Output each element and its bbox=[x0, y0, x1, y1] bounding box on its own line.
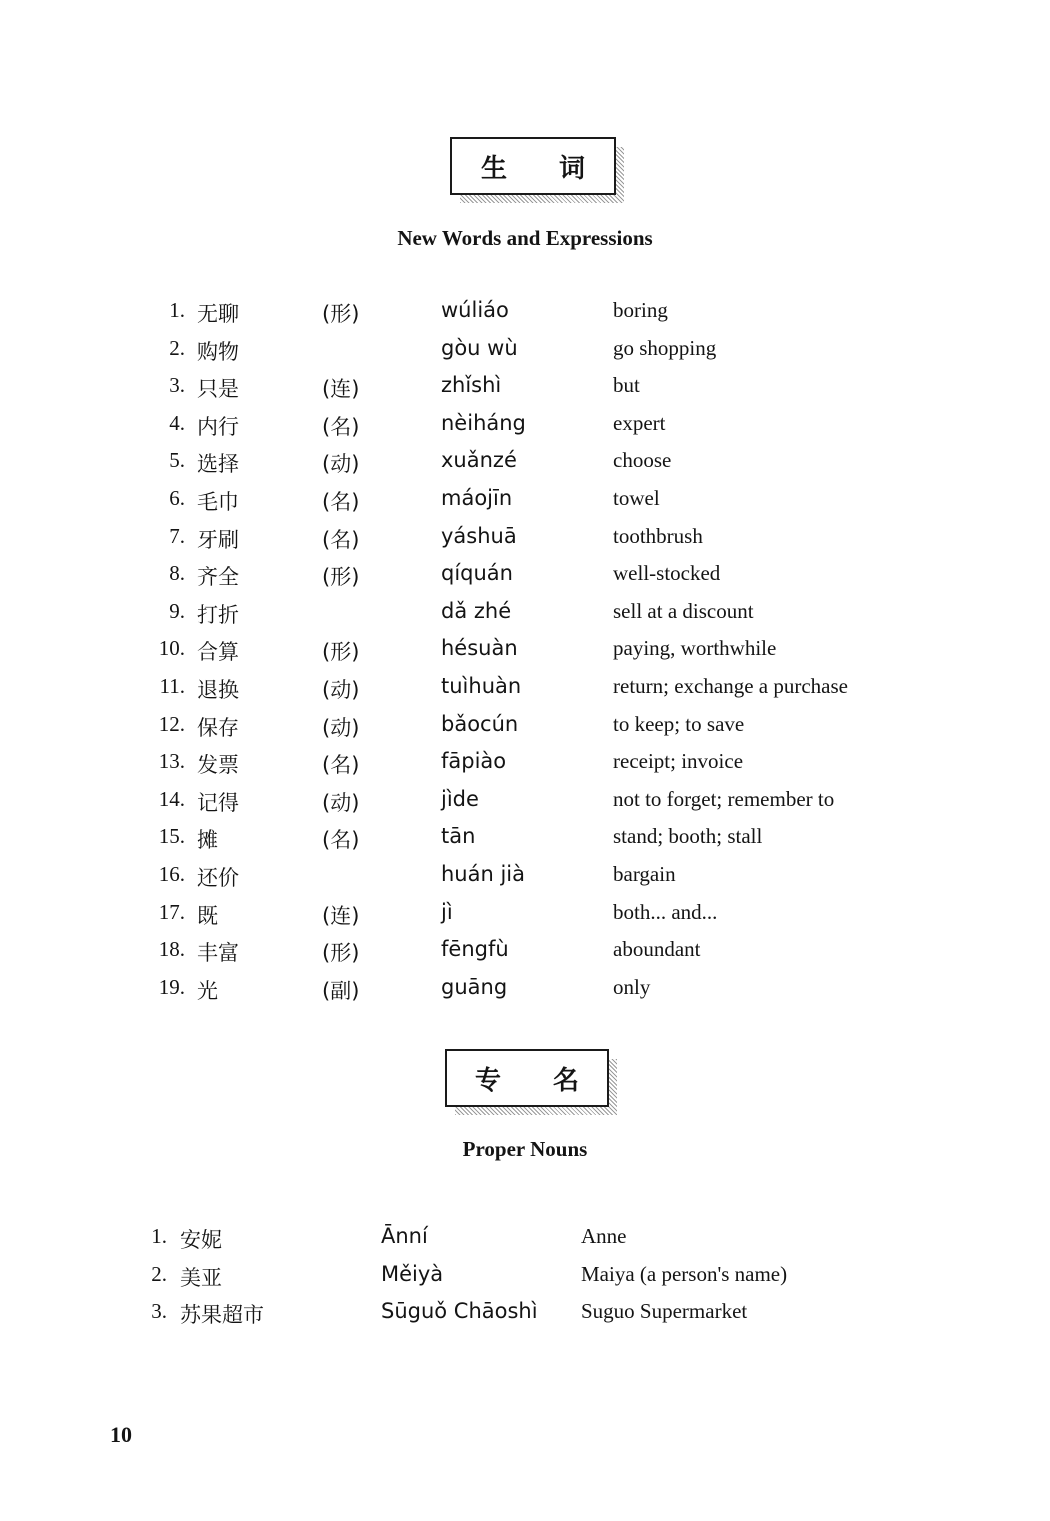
vocab-number: 6. bbox=[169, 486, 185, 510]
vocab-heading: New Words and Expressions bbox=[397, 226, 653, 250]
vocab-number: 18. bbox=[158, 937, 185, 962]
proper-row bbox=[0, 1299, 1050, 1333]
vocab-english: towel bbox=[613, 486, 660, 510]
proper-english: Maiya (a person's name) bbox=[581, 1261, 788, 1286]
vocab-english: stand; booth; stall bbox=[613, 824, 763, 849]
vocab-pinyin: tuìhuàn bbox=[441, 674, 522, 698]
vocab-hanzi: 购物 bbox=[197, 339, 239, 364]
vocab-number: 12. bbox=[158, 711, 185, 736]
proper-english: Suguo Supermarket bbox=[581, 1299, 748, 1323]
vocab-english: not to forget; remember to bbox=[613, 786, 835, 811]
vocab-title-char-1: 生 bbox=[480, 153, 507, 184]
vocab-number: 9. bbox=[169, 598, 185, 623]
proper-heading: Proper Nouns bbox=[462, 1137, 588, 1161]
proper-hanzi: 安妮 bbox=[180, 1228, 222, 1252]
vocab-number: 10. bbox=[158, 636, 185, 661]
vocab-english: toothbrush bbox=[613, 523, 703, 548]
vocab-english: bargain bbox=[613, 862, 676, 886]
vocab-number: 11. bbox=[159, 674, 185, 698]
vocab-hanzi: 还价 bbox=[197, 866, 239, 890]
vocab-row bbox=[0, 975, 1050, 1009]
vocab-english: paying, worthwhile bbox=[613, 636, 777, 661]
proper-hanzi: 苏果超市 bbox=[180, 1303, 264, 1327]
vocab-number: 13. bbox=[158, 749, 185, 774]
vocab-part-of-speech: (形) bbox=[322, 565, 360, 590]
vocab-english: but bbox=[613, 373, 640, 398]
vocab-hanzi: 内行 bbox=[197, 414, 239, 439]
vocab-hanzi: 齐全 bbox=[197, 565, 239, 590]
proper-title-box bbox=[445, 1049, 609, 1107]
vocab-row bbox=[0, 448, 1050, 482]
vocab-row bbox=[0, 411, 1050, 445]
vocab-hanzi: 只是 bbox=[197, 377, 239, 402]
vocab-title-box bbox=[450, 137, 616, 195]
vocab-part-of-speech: (动) bbox=[322, 715, 360, 740]
page-number: 10 bbox=[110, 1422, 132, 1447]
vocab-row bbox=[0, 862, 1050, 896]
vocab-number: 8. bbox=[169, 561, 185, 586]
vocab-part-of-speech: (连) bbox=[322, 903, 360, 928]
vocab-part-of-speech: (动) bbox=[322, 452, 360, 477]
vocab-part-of-speech: (连) bbox=[322, 377, 360, 402]
vocab-pinyin: bǎocún bbox=[441, 711, 519, 736]
vocab-hanzi: 既 bbox=[197, 903, 218, 928]
vocab-row bbox=[0, 636, 1050, 670]
proper-number: 1. bbox=[151, 1224, 167, 1248]
vocab-row bbox=[0, 524, 1050, 558]
vocab-part-of-speech: (形) bbox=[322, 302, 360, 326]
vocab-row bbox=[0, 599, 1050, 633]
vocab-english: return; exchange a purchase bbox=[613, 674, 848, 698]
vocab-row bbox=[0, 900, 1050, 934]
vocab-number: 5. bbox=[169, 448, 185, 473]
vocab-part-of-speech: (形) bbox=[322, 640, 360, 665]
proper-row bbox=[0, 1224, 1050, 1258]
proper-row bbox=[0, 1262, 1050, 1296]
vocab-english: only bbox=[613, 974, 651, 999]
vocab-part-of-speech: (名) bbox=[322, 527, 360, 552]
proper-pinyin: Sūguǒ Chāoshì bbox=[381, 1299, 538, 1323]
vocab-english: go shopping bbox=[613, 335, 717, 360]
vocab-row bbox=[0, 336, 1050, 370]
vocab-number: 4. bbox=[169, 410, 185, 435]
vocab-hanzi: 发票 bbox=[197, 753, 239, 778]
vocab-english: receipt; invoice bbox=[613, 749, 744, 774]
vocab-part-of-speech: (动) bbox=[322, 790, 360, 815]
proper-english: Anne bbox=[581, 1224, 627, 1248]
vocab-pinyin: zhǐshì bbox=[441, 373, 502, 398]
vocab-pinyin: tān bbox=[441, 824, 476, 849]
vocab-number: 14. bbox=[158, 786, 185, 811]
proper-number: 3. bbox=[151, 1299, 167, 1323]
vocab-hanzi: 光 bbox=[197, 978, 218, 1003]
vocab-english: well-stocked bbox=[613, 561, 721, 586]
vocab-pinyin: hésuàn bbox=[441, 636, 518, 661]
vocab-pinyin: xuǎnzé bbox=[441, 448, 517, 473]
vocab-row bbox=[0, 749, 1050, 783]
vocab-number: 2. bbox=[169, 335, 185, 360]
vocab-english: sell at a discount bbox=[613, 598, 754, 623]
vocab-hanzi: 毛巾 bbox=[197, 490, 239, 514]
proper-title-char-2: 名 bbox=[553, 1065, 580, 1096]
vocab-part-of-speech: (形) bbox=[322, 941, 360, 966]
vocab-hanzi: 选择 bbox=[197, 452, 239, 477]
vocab-row bbox=[0, 824, 1050, 858]
vocab-number: 15. bbox=[158, 824, 185, 849]
proper-pinyin: Měiyà bbox=[381, 1261, 444, 1286]
vocab-part-of-speech: (名) bbox=[322, 753, 360, 778]
proper-pinyin: Ānní bbox=[381, 1224, 428, 1248]
vocab-number: 7. bbox=[169, 523, 185, 548]
vocab-pinyin: fēngfù bbox=[441, 937, 509, 962]
vocab-row bbox=[0, 674, 1050, 708]
vocab-number: 19. bbox=[158, 974, 185, 999]
vocab-english: both... and... bbox=[613, 899, 718, 924]
vocab-title-text bbox=[452, 139, 614, 193]
vocab-english: to keep; to save bbox=[613, 711, 745, 736]
vocab-hanzi: 丰富 bbox=[197, 941, 239, 966]
vocab-part-of-speech: (名) bbox=[322, 490, 360, 514]
vocab-pinyin: máojīn bbox=[441, 486, 513, 510]
vocab-pinyin: gòu wù bbox=[441, 335, 518, 360]
vocab-hanzi: 退换 bbox=[197, 678, 239, 702]
vocab-hanzi: 合算 bbox=[197, 640, 239, 665]
vocab-pinyin: jìde bbox=[441, 786, 479, 811]
vocab-hanzi: 打折 bbox=[197, 602, 239, 627]
vocab-row bbox=[0, 486, 1050, 520]
vocab-row bbox=[0, 373, 1050, 407]
proper-title-text bbox=[447, 1051, 607, 1105]
vocab-part-of-speech: (副) bbox=[322, 978, 360, 1003]
vocab-pinyin: yáshuā bbox=[441, 523, 517, 548]
vocab-number: 3. bbox=[169, 373, 185, 398]
vocab-pinyin: huán jià bbox=[441, 862, 526, 886]
vocab-pinyin: fāpiào bbox=[441, 749, 507, 774]
vocab-pinyin: dǎ zhé bbox=[441, 598, 512, 623]
vocab-part-of-speech: (动) bbox=[322, 678, 360, 702]
proper-number: 2. bbox=[151, 1261, 167, 1286]
proper-hanzi: 美亚 bbox=[180, 1265, 222, 1290]
vocab-hanzi: 无聊 bbox=[197, 302, 239, 326]
vocab-title-char-2: 词 bbox=[559, 153, 586, 184]
vocab-row bbox=[0, 298, 1050, 332]
vocab-number: 16. bbox=[158, 862, 185, 886]
vocab-row bbox=[0, 937, 1050, 971]
vocab-pinyin: guāng bbox=[441, 974, 508, 999]
vocab-number: 17. bbox=[158, 899, 185, 924]
vocab-row bbox=[0, 561, 1050, 595]
vocab-part-of-speech: (名) bbox=[322, 828, 360, 853]
vocab-pinyin: nèiháng bbox=[441, 410, 526, 435]
vocab-english: boring bbox=[613, 298, 668, 322]
vocab-english: aboundant bbox=[613, 937, 701, 962]
vocab-hanzi: 摊 bbox=[197, 828, 218, 853]
vocab-hanzi: 记得 bbox=[197, 790, 239, 815]
vocab-pinyin: qíquán bbox=[441, 561, 513, 586]
vocab-english: expert bbox=[613, 410, 666, 435]
vocab-number: 1. bbox=[169, 298, 185, 322]
vocab-pinyin: jì bbox=[441, 899, 453, 924]
vocab-row bbox=[0, 712, 1050, 746]
vocab-english: choose bbox=[613, 448, 672, 473]
vocab-part-of-speech: (名) bbox=[322, 414, 360, 439]
vocab-row bbox=[0, 787, 1050, 821]
vocab-hanzi: 牙刷 bbox=[197, 527, 239, 552]
proper-title-char-1: 专 bbox=[474, 1065, 501, 1096]
vocab-hanzi: 保存 bbox=[197, 715, 239, 740]
vocab-pinyin: wúliáo bbox=[441, 298, 509, 322]
